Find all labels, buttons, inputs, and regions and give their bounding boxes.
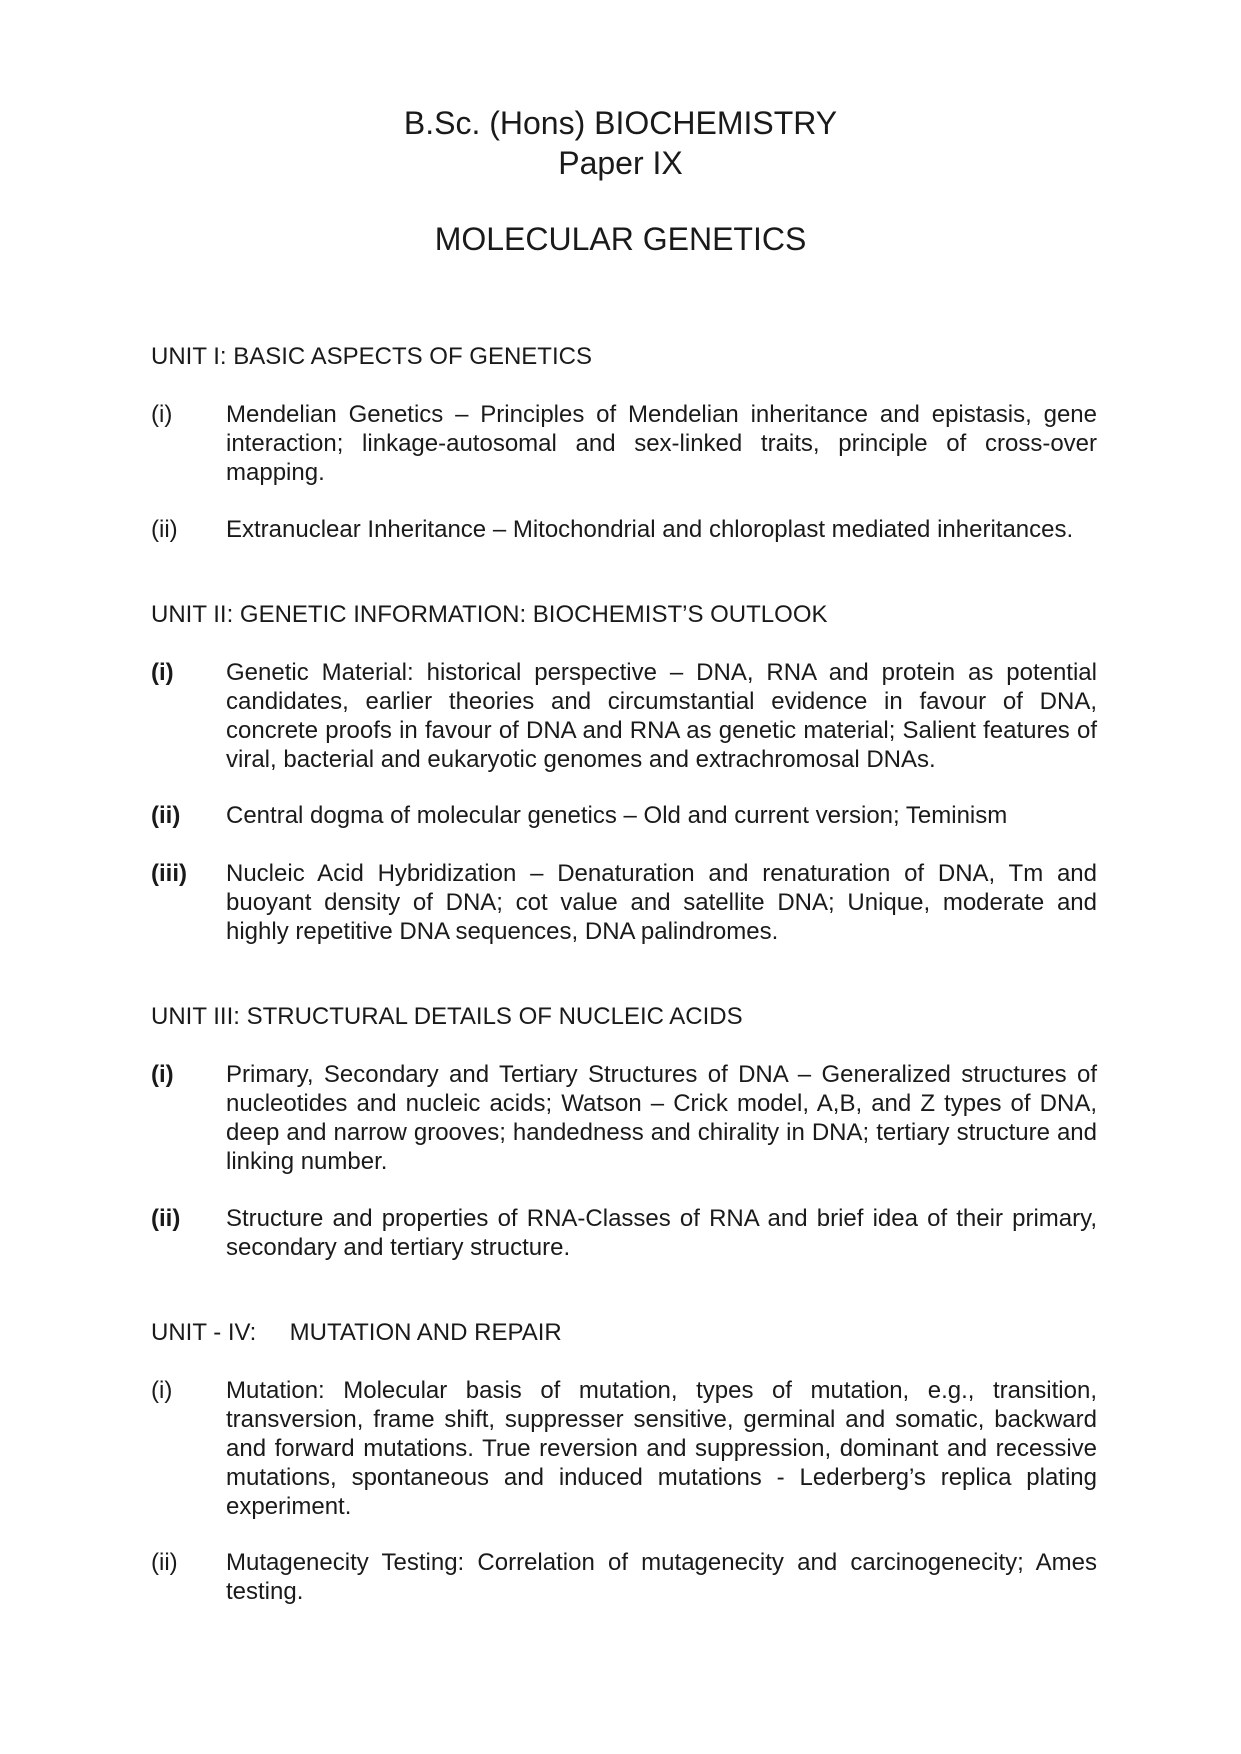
unit-4-heading: UNIT - IV: MUTATION AND REPAIR <box>151 1319 562 1346</box>
item-number: (i) <box>151 1377 173 1404</box>
list-item <box>151 801 1097 830</box>
item-text: Genetic Material: historical perspective – DNA, RNA and protein as potential candidates, earlier theories and circumstantial evidence in favour of DNA, concrete proofs in favour of DNA and RNA as genetic material; Salient features of viral, bacterial and eukaryotic genomes and extrachromosal DNAs. <box>226 659 1097 773</box>
item-number: (i) <box>151 401 173 428</box>
unit-1-heading: UNIT I: BASIC ASPECTS OF GENETICS <box>151 343 592 370</box>
list-item <box>151 658 1097 774</box>
item-text: Mutation: Molecular basis of mutation, types of mutation, e.g., transition, transversion, frame shift, suppresser sensitive, germinal and somatic, backward and forward mutations. True reversion and suppression, dominant and recessive mutations, spontaneous and induced mutations - Lederberg’s replica plating experiment. <box>226 1377 1097 1520</box>
item-number: (ii) <box>151 516 178 543</box>
unit-3-heading: UNIT III: STRUCTURAL DETAILS OF NUCLEIC ACIDS <box>151 1003 743 1030</box>
item-text: Mendelian Genetics – Principles of Mendelian inheritance and epistasis, gene interaction; linkage-autosomal and sex-linked traits, principle of cross-over mapping. <box>226 401 1097 486</box>
subject-title: MOLECULAR GENETICS <box>434 221 807 257</box>
program-title: B.Sc. (Hons) BIOCHEMISTRY <box>403 105 838 141</box>
item-text: Primary, Secondary and Tertiary Structures of DNA – Generalized structures of nucleotides and nucleic acids; Watson – Crick model, A,B, and Z types of DNA, deep and narrow grooves; handedness and chirality in DNA; tertiary structure and linking number. <box>226 1061 1097 1175</box>
list-item <box>151 1376 1097 1521</box>
item-number: (ii) <box>151 1549 178 1576</box>
unit-2-heading: UNIT II: GENETIC INFORMATION: BIOCHEMIST’S OUTLOOK <box>151 601 828 628</box>
item-number: (i) <box>151 1061 174 1088</box>
item-text: Structure and properties of RNA-Classes of RNA and brief idea of their primary, secondary and tertiary structure. <box>226 1205 1097 1261</box>
list-item <box>151 400 1097 487</box>
item-number: (ii) <box>151 802 181 829</box>
item-number: (iii) <box>151 860 187 887</box>
item-text: Mutagenecity Testing: Correlation of mutagenecity and carcinogenecity; Ames testing. <box>226 1549 1097 1605</box>
item-text: Central dogma of molecular genetics – Old and current version; Teminism <box>226 802 1008 829</box>
item-text: Extranuclear Inheritance – Mitochondrial and chloroplast mediated inheritances. <box>226 516 1074 543</box>
list-item <box>151 1204 1097 1262</box>
list-item <box>151 1060 1097 1176</box>
document-title <box>0 103 1241 183</box>
paper-number: Paper IX <box>558 145 683 181</box>
item-number: (i) <box>151 659 174 686</box>
list-item <box>151 515 1097 544</box>
item-text: Nucleic Acid Hybridization – Denaturation and renaturation of DNA, Tm and buoyant density of DNA; cot value and satellite DNA; Unique, moderate and highly repetitive DNA sequences, DNA palindromes. <box>226 860 1097 945</box>
item-number: (ii) <box>151 1205 181 1232</box>
list-item <box>151 859 1097 946</box>
list-item <box>151 1548 1097 1606</box>
